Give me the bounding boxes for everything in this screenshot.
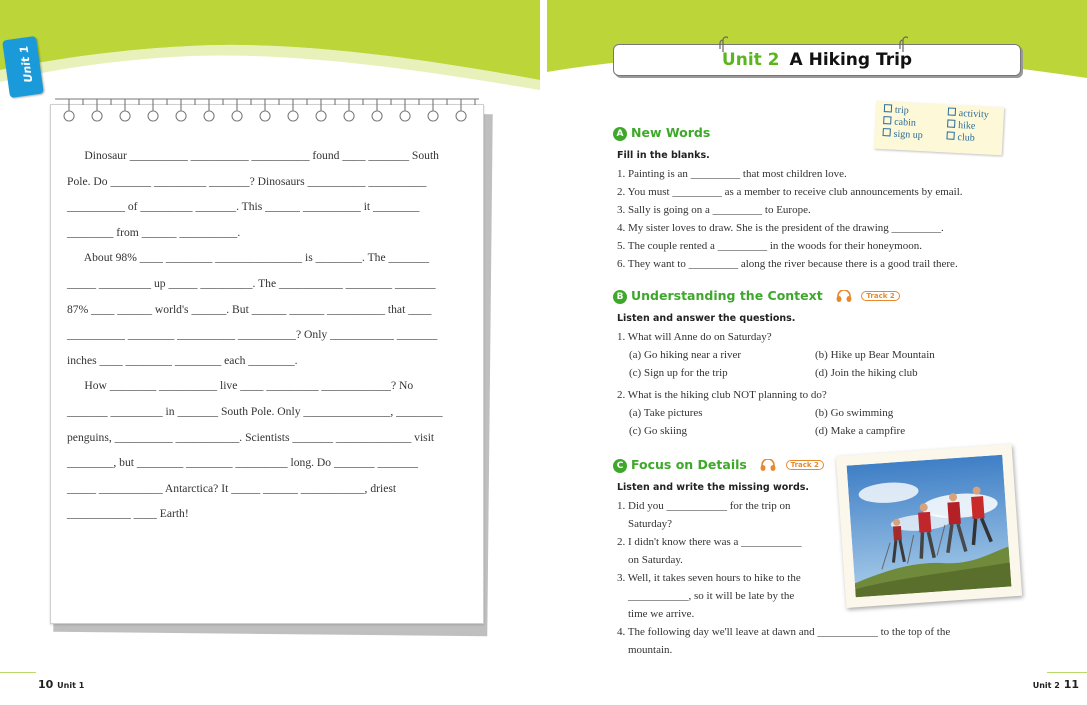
passage-line: inches ____ ________ ________ each ________.	[67, 353, 298, 367]
answer-option: (b) Hike up Bear Mountain	[815, 349, 935, 361]
section-a-item: 6. They want to _________ along the river because there is a good trail there.	[617, 258, 958, 270]
answer-option: (c) Go skiing	[629, 425, 688, 437]
word-box-item: club	[946, 131, 975, 143]
passage-line: penguins, __________ ___________. Scientists _______ _____________ visit	[67, 430, 435, 444]
section-b-instruction: Listen and answer the questions.	[617, 313, 796, 324]
unit-title-bar	[613, 44, 1021, 76]
unit-title: A Hiking Trip	[789, 50, 913, 70]
footer-rule	[1047, 672, 1087, 673]
header-wave	[0, 0, 540, 90]
page-number-left: 10 Unit 1	[38, 678, 85, 691]
passage-line: ________, but ________ ________ _________ long. Do _______ _______	[67, 456, 419, 470]
passage-line: _____ _________ up _____ _________. The ___________ ________ _______	[67, 276, 436, 290]
page-gutter	[540, 0, 547, 705]
hiking-photo	[836, 444, 1022, 608]
section-a-heading: A New Words	[613, 125, 710, 141]
answer-option: (b) Go swimming	[815, 407, 894, 419]
section-c-line: 2. I didn't know there was a ___________	[617, 536, 802, 548]
passage-line: _____ ___________ Antarctica? It _____ ______ ___________, driest	[67, 481, 397, 495]
left-page	[0, 0, 540, 705]
answer-option: (d) Make a campfire	[815, 425, 906, 437]
section-a-item: 3. Sally is going on a _________ to Europe.	[617, 204, 811, 216]
right-page	[547, 0, 1087, 705]
passage-line: Pole. Do _______ _________ _______? Dinosaurs __________ __________	[67, 174, 427, 188]
passage-line: How ________ __________ live ____ _________ ____________? No	[67, 379, 414, 393]
headphones-icon	[835, 290, 853, 302]
section-badge: C	[613, 459, 627, 473]
passage-line: ________ from ______ __________.	[67, 225, 241, 239]
hikers-image	[847, 455, 1012, 598]
passage-line: About 98% ____ ________ _______________ is ________. The _______	[67, 251, 430, 265]
unit-tab: Unit 1	[2, 36, 44, 98]
section-a-item: 4. My sister loves to draw. She is the president of the drawing _________.	[617, 222, 944, 234]
section-badge: A	[613, 127, 627, 141]
track-badge: Track 2	[861, 291, 899, 301]
word-box-item: sign up	[882, 128, 923, 141]
answer-option: (d) Join the hiking club	[815, 367, 918, 379]
section-b-question: 1. What will Anne do on Saturday?	[617, 331, 772, 343]
section-badge: B	[613, 290, 627, 304]
answer-option: (c) Sign up for the trip	[629, 367, 728, 379]
unit-label: Unit 2	[721, 50, 780, 70]
paper-clip-icon	[898, 35, 908, 53]
section-c-line: ___________, so it will be late by the	[617, 590, 795, 602]
section-a-item: 5. The couple rented a _________ in the woods for their honeymoon.	[617, 240, 922, 252]
headphones-icon	[759, 459, 777, 471]
spiral-rings-icon	[51, 97, 483, 127]
section-b-heading: B Understanding the Context Track 2	[613, 288, 900, 304]
word-box-item: trip	[884, 104, 909, 116]
section-b-question: 2. What is the hiking club NOT planning to do?	[617, 389, 827, 401]
section-c-instruction: Listen and write the missing words.	[617, 482, 810, 493]
footer-rule	[0, 672, 36, 673]
passage-line: __________ of _________ _______. This ______ __________ it ________	[67, 200, 420, 214]
section-c-line: 4. The following day we'll leave at dawn and ___________ to the top of the	[617, 626, 951, 638]
notepad	[50, 104, 484, 624]
word-box	[874, 101, 1004, 156]
section-c-line: on Saturday.	[617, 554, 683, 566]
track-badge: Track 2	[786, 460, 824, 470]
section-c-line: time we arrive.	[617, 608, 695, 620]
page-number-right: Unit 2 11	[1032, 678, 1079, 691]
paper-clip-icon	[718, 35, 728, 53]
section-c-heading: C Focus on Details Track 2	[613, 457, 824, 473]
word-box-item: activity	[948, 107, 990, 120]
passage-line: __________ ________ __________ __________? Only ___________ _______	[67, 328, 438, 342]
section-a-item: 2. You must _________ as a member to receive club announcements by email.	[617, 186, 963, 198]
section-c-line: 1. Did you ___________ for the trip on	[617, 500, 791, 512]
passage-line: 87% ____ ______ world's ______. But ______ ______ __________ that ____	[67, 302, 432, 316]
section-c-line: 3. Well, it takes seven hours to hike to the	[617, 572, 801, 584]
passage-line: _______ _________ in _______ South Pole. Only _______________, ________	[67, 404, 443, 418]
passage	[67, 143, 469, 527]
word-box-item: hike	[947, 119, 976, 131]
passage-line: Dinosaur __________ __________ __________ found ____ _______ South	[67, 149, 439, 162]
section-a-instruction: Fill in the blanks.	[617, 150, 710, 161]
section-c-line: mountain.	[617, 644, 673, 656]
word-box-item: cabin	[883, 116, 916, 129]
answer-option: (a) Take pictures	[629, 407, 703, 419]
section-a-item: 1. Painting is an _________ that most children love.	[617, 168, 847, 180]
section-c-line: Saturday?	[617, 518, 672, 530]
passage-line: ___________ ____ Earth!	[67, 507, 189, 521]
answer-option: (a) Go hiking near a river	[629, 349, 742, 361]
